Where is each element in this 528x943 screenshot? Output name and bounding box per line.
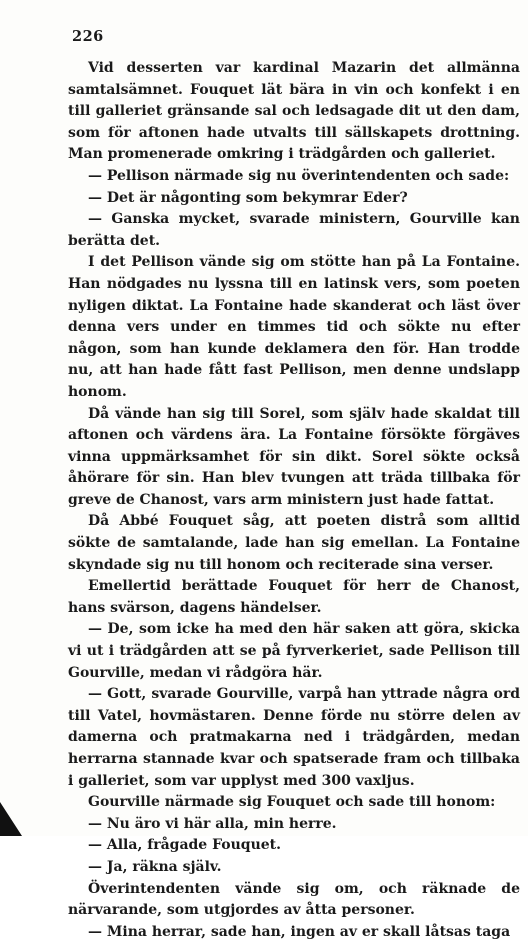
paragraph: — Nu äro vi här alla, min herre.: [88, 815, 337, 832]
page-number: 226: [72, 28, 104, 45]
paragraph: I det Pellison vände sig om stötte han på La Fontaine. Han nödgades nu lyssna till en latinsk vers, som poeten nyligen diktat. La Fontaine hade skanderat och läst över denna vers under en timmes tid och sökte nu efter någon, som han kunde deklamera den för. Han trodde nu, att han hade fått fast Pellison, men denne undslapp honom.: [68, 254, 520, 400]
paragraph: — Mina herrar, sade han, ingen av er skall låtsas taga: [88, 923, 511, 940]
paragraph: Överintendenten vände sig om, och räknade de närvarande, som utgjordes av åtta personer.: [68, 880, 520, 919]
paragraph: Då Abbé Fouquet såg, att poeten distrå som alltid sökte de samtalande, lade han sig emellan. La Fontaine skyndade sig nu till honom och reciterade sina verser.: [68, 513, 520, 573]
paragraph: Gourville närmade sig Fouquet och sade till honom:: [88, 794, 496, 811]
paragraph: — Ganska mycket, svarade ministern, Gourville kan berätta det.: [68, 211, 520, 249]
paragraph: — Ja, räkna själv.: [88, 858, 222, 875]
paragraph: Då vände han sig till Sorel, som själv hade skaldat till aftonen och värdens ära. La Fontaine försökte förgäves vinna uppmärksamhet för sin dikt. Sorel sökte också åhörare för sin. Han blev tvungen att träda tillbaka för greve de Chanost, vars arm ministern just hade fattat.: [68, 405, 520, 508]
paragraph: — Det är någonting som bekymrar Eder?: [88, 189, 408, 206]
body-text: [68, 58, 520, 943]
paragraph: — Alla, frågade Fouquet.: [88, 837, 281, 854]
paragraph: Vid desserten var kardinal Mazarin det allmänna samtalsämnet. Fouquet lät bära in vin och konfekt i en till galleriet gränsande sal och ledsagade dit ut den dam, som för aftonen hade utvalts till sällskapets drottning. Man promenerade omkring i trädgården och galleriet.: [68, 60, 520, 163]
paragraph: — De, som icke ha med den här saken att göra, skicka vi ut i trädgården att se på fyrverkeriet, sade Pellison till Gourville, medan vi rådgöra här.: [68, 621, 520, 681]
paragraph: Emellertid berättade Fouquet för herr de Chanost, hans svärson, dagens händelser.: [68, 578, 520, 616]
paragraph: — Gott, svarade Gourville, varpå han yttrade några ord till Vatel, hovmästaren. Denne förde nu större delen av damerna och pratmakarna ned i trädgården, medan herrarna stannade kvar och spatserade fram och tillbaka i galleriet, som var upplyst med 300 vaxljus.: [68, 686, 520, 789]
scan-corner-shadow: [0, 802, 22, 836]
paragraph: — Pellison närmade sig nu överintendenten och sade:: [88, 167, 510, 184]
